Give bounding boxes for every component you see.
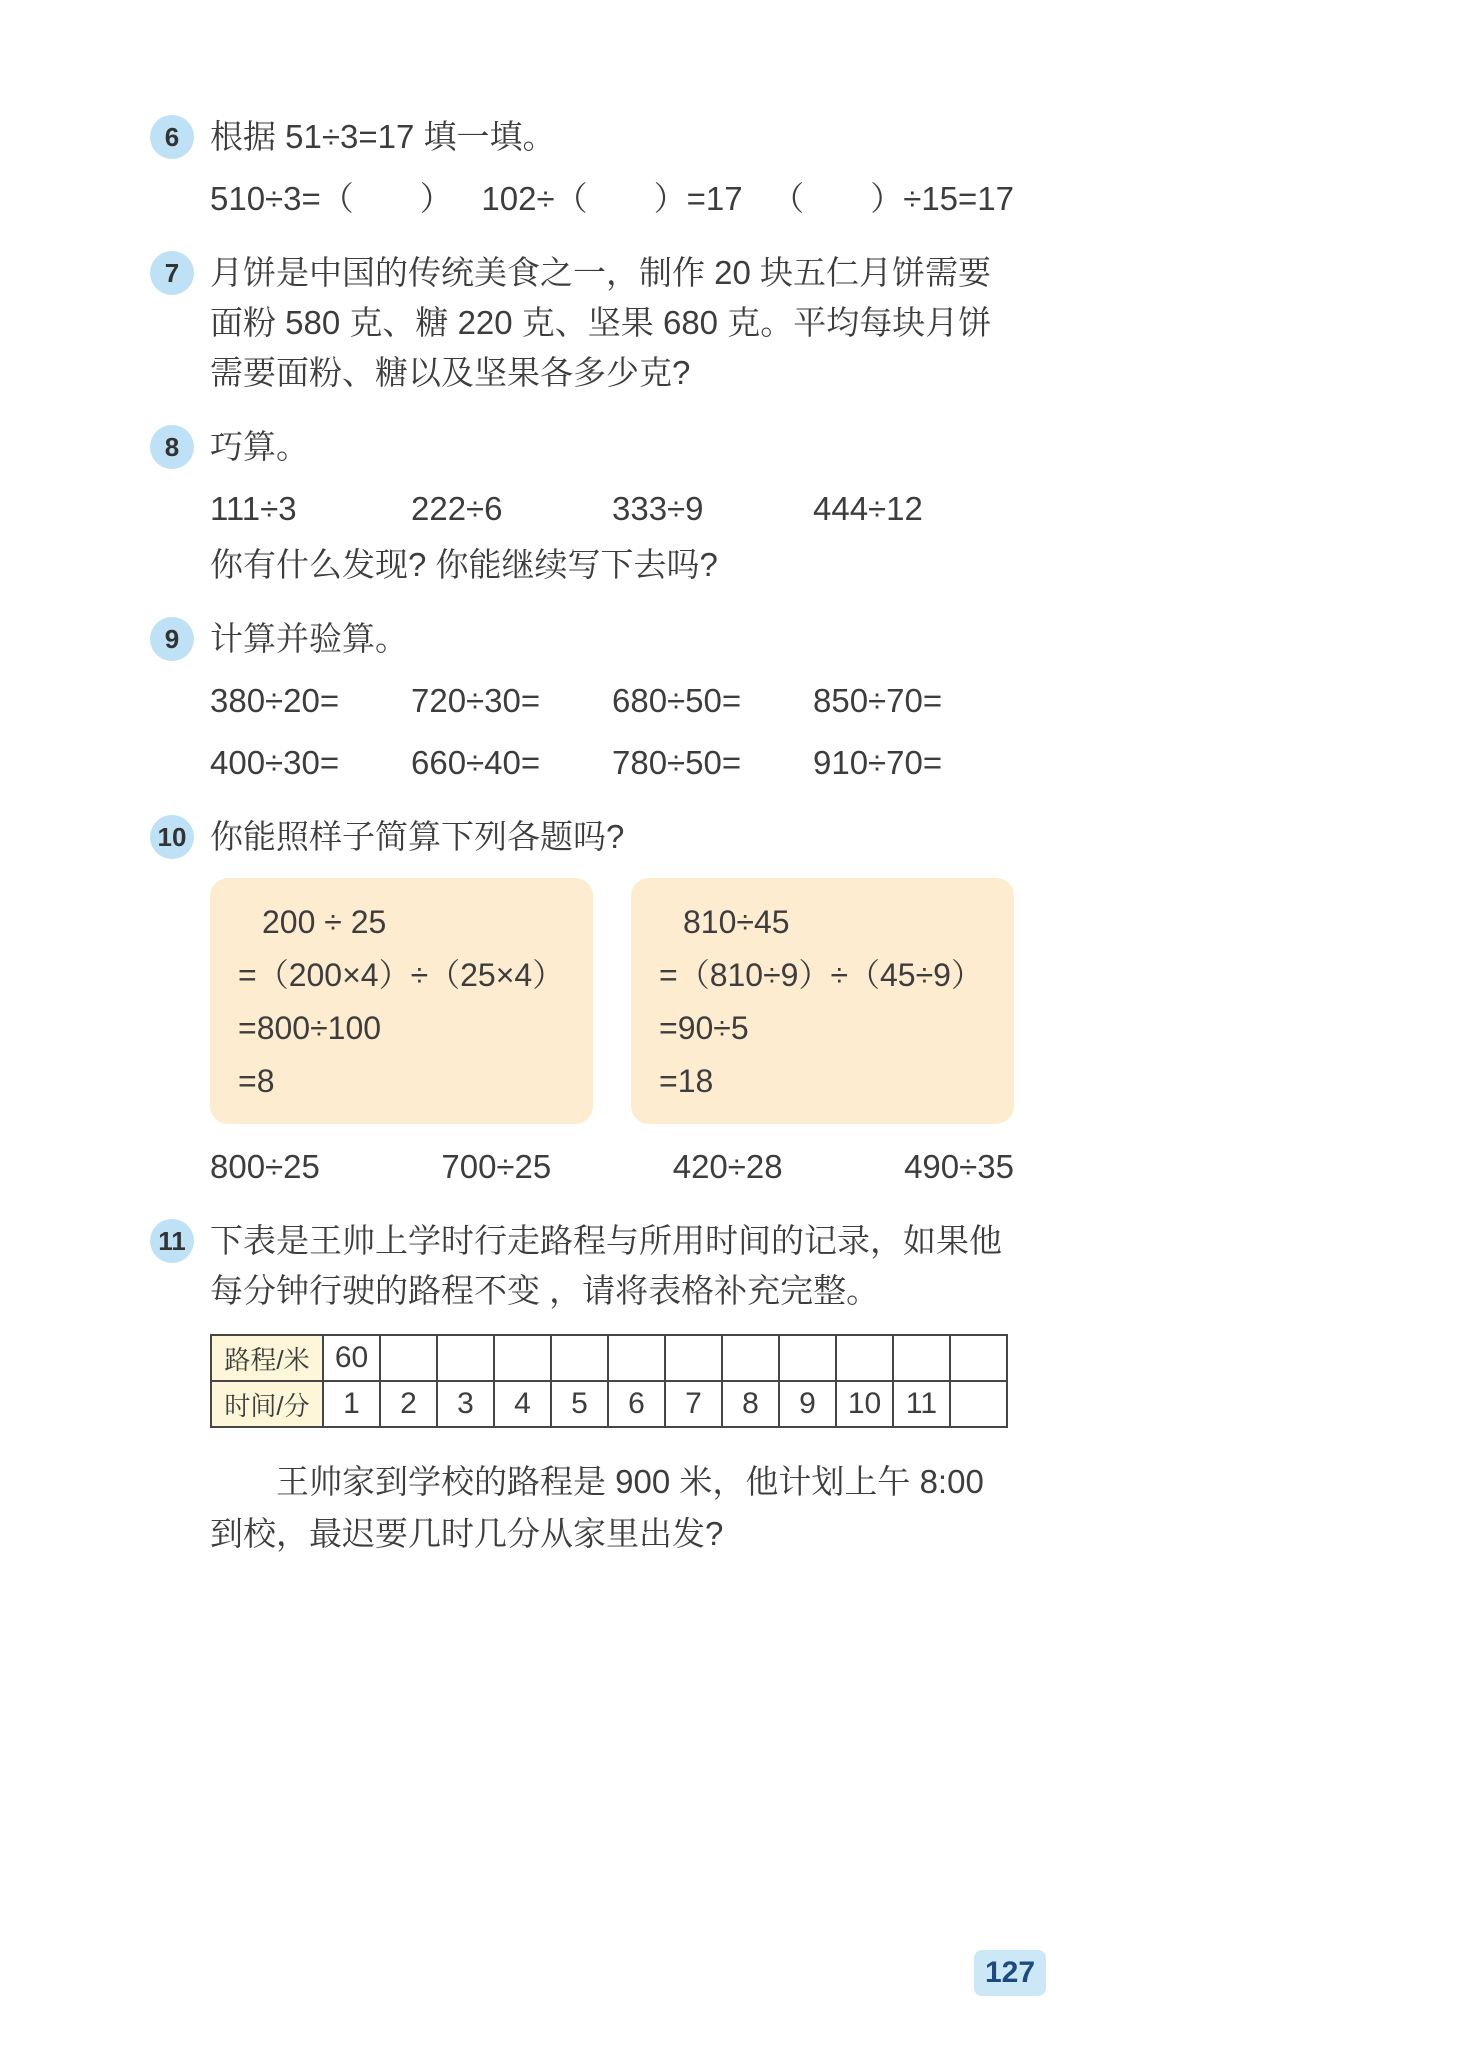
distance-cell-10 <box>836 1335 893 1381</box>
problem-8-title: 巧算。 <box>210 428 309 465</box>
distance-row-header: 路程/米 <box>211 1335 323 1381</box>
distance-cell-2 <box>380 1335 437 1381</box>
equation-660-40: 660÷40= <box>411 744 541 781</box>
time-cell-2: 2 <box>380 1381 437 1427</box>
distance-cell-3 <box>437 1335 494 1381</box>
problem-11-number-badge: 11 <box>150 1219 194 1263</box>
worked-example-1 <box>210 878 593 1124</box>
equation-680-50: 680÷50= <box>612 682 742 719</box>
problem-7-text: 月饼是中国的传统美食之一，制作 20 块五仁月饼需要面粉 580 克、糖 220 克、坚果 680 克。平均每块月饼需要面粉、糖以及坚果各多少克? <box>210 254 992 391</box>
problem-10-body <box>210 812 1014 1192</box>
problem-8 <box>150 422 1014 590</box>
problem-11 <box>150 1216 1014 1560</box>
exercise-800-25: 800÷25 <box>210 1148 320 1185</box>
page-number-badge: 127 <box>974 1950 1046 1996</box>
problem-11-body <box>210 1216 1014 1560</box>
time-row-header: 时间/分 <box>211 1381 323 1427</box>
example-2-line-3: =90÷5 <box>659 1010 749 1046</box>
equation-333-9: 333÷9 <box>612 490 704 527</box>
time-cell-9: 9 <box>779 1381 836 1427</box>
example-1-line-3: =800÷100 <box>238 1010 382 1046</box>
problems-content <box>150 112 1014 1584</box>
time-row <box>211 1381 1007 1427</box>
distance-cell-6 <box>608 1335 665 1381</box>
equation-222-6: 222÷6 <box>411 490 503 527</box>
equation-444-12: 444÷12 <box>813 490 923 527</box>
problem-8-number-badge: 8 <box>150 425 194 469</box>
exercise-490-35: 490÷35 <box>904 1148 1014 1185</box>
problem-6 <box>150 112 1014 224</box>
blank-equation-3: （ ）÷15=17 <box>771 180 1014 217</box>
distance-cell-9 <box>779 1335 836 1381</box>
distance-time-table <box>210 1334 1008 1428</box>
example-1-line-1: 200 ÷ 25 <box>262 904 387 940</box>
problem-9-title: 计算并验算。 <box>210 620 408 657</box>
distance-cell-11 <box>893 1335 950 1381</box>
problem-6-number-badge: 6 <box>150 115 194 159</box>
distance-cell-4 <box>494 1335 551 1381</box>
time-cell-11: 11 <box>893 1381 950 1427</box>
distance-cell-7 <box>665 1335 722 1381</box>
equation-780-50: 780÷50= <box>612 744 742 781</box>
time-cell-10: 10 <box>836 1381 893 1427</box>
problem-7-body <box>210 248 1014 398</box>
problem-7-number-badge: 7 <box>150 251 194 295</box>
time-cell-12 <box>950 1381 1007 1427</box>
equation-111-3: 111÷3 <box>210 490 297 527</box>
distance-cell-1: 60 <box>323 1335 380 1381</box>
equation-380-20: 380÷20= <box>210 682 340 719</box>
problem-8-body <box>210 422 1014 590</box>
example-1-line-2: =（200×4）÷（25×4） <box>238 957 565 993</box>
blank-equation-1: 510÷3=（ ） <box>210 180 453 217</box>
worked-examples <box>210 878 1014 1124</box>
time-cell-4: 4 <box>494 1381 551 1427</box>
time-cell-6: 6 <box>608 1381 665 1427</box>
equation-910-70: 910÷70= <box>813 744 943 781</box>
time-cell-3: 3 <box>437 1381 494 1427</box>
equation-850-70: 850÷70= <box>813 682 943 719</box>
time-cell-1: 1 <box>323 1381 380 1427</box>
distance-row <box>211 1335 1007 1381</box>
problem-9-equations-row-1 <box>210 676 1014 726</box>
equation-400-30: 400÷30= <box>210 744 340 781</box>
example-1-line-4: =8 <box>238 1063 275 1099</box>
example-2-line-2: =（810÷9）÷（45÷9） <box>659 957 983 993</box>
problem-11-text: 下表是王帅上学时行走路程与所用时间的记录，如果他每分钟行驶的路程不变 ，请将表格补充完整。 <box>210 1222 1002 1309</box>
exercise-420-28: 420÷28 <box>672 1148 783 1185</box>
problem-10-number-badge: 10 <box>150 815 194 859</box>
problem-11-followup-question: 王帅家到学校的路程是 900 米，他计划上午 8:00 到校，最迟要几时几分从家里出发? <box>210 1463 984 1552</box>
problem-6-blank-equations-row <box>210 174 1014 224</box>
distance-cell-8 <box>722 1335 779 1381</box>
problem-9-number-badge: 9 <box>150 617 194 661</box>
problem-8-equations-row <box>210 484 1014 534</box>
time-cell-8: 8 <box>722 1381 779 1427</box>
problem-9 <box>150 614 1014 788</box>
worked-example-2 <box>631 878 1014 1124</box>
example-2-line-4: =18 <box>659 1063 714 1099</box>
time-cell-5: 5 <box>551 1381 608 1427</box>
problem-10-exercises-row <box>210 1142 1014 1192</box>
problem-6-title: 根据 51÷3=17 填一填。 <box>210 118 556 155</box>
distance-cell-12 <box>950 1335 1007 1381</box>
exercise-700-25: 700÷25 <box>441 1148 552 1185</box>
problem-6-body <box>210 112 1014 224</box>
blank-equation-2: 102÷（ ）=17 <box>481 180 743 217</box>
problem-10-title: 你能照样子简算下列各题吗? <box>210 818 625 855</box>
problem-9-equations-row-2 <box>210 738 1014 788</box>
time-cell-7: 7 <box>665 1381 722 1427</box>
example-2-line-1: 810÷45 <box>683 904 790 940</box>
distance-cell-5 <box>551 1335 608 1381</box>
problem-7 <box>150 248 1014 398</box>
problem-9-body <box>210 614 1014 788</box>
problem-10 <box>150 812 1014 1192</box>
problem-8-question: 你有什么发现? 你能继续写下去吗? <box>210 546 718 583</box>
equation-720-30: 720÷30= <box>411 682 541 719</box>
